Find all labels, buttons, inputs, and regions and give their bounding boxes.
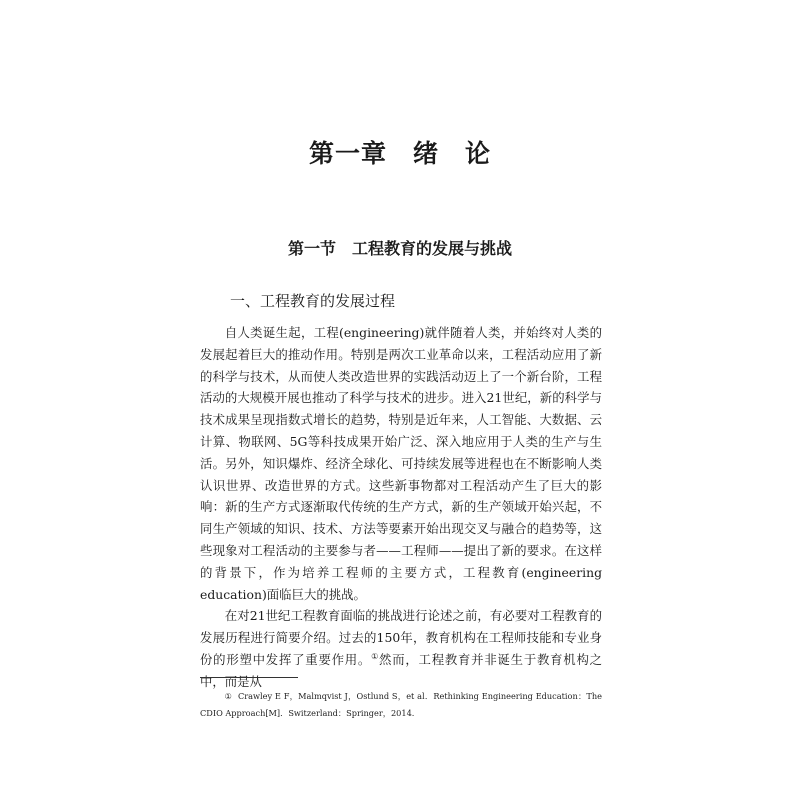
footnote-reference[interactable]: ① bbox=[371, 651, 380, 661]
chapter-title: 第一章 绪 论 bbox=[308, 139, 491, 168]
footnote-marker: ① bbox=[224, 691, 232, 701]
subsection-title: 一、工程教育的发展过程 bbox=[230, 292, 396, 310]
footnote-text: Crawley E F，Malmqvist J，Ostlund S，et al．Rethinking Engineering Education：The CDIO Approach[M]．Switzerland：Springer，2014. bbox=[200, 691, 602, 718]
paragraph: 自人类诞生起，工程(engineering)就伴随着人类，并始终对人类的发展起着巨大的推动作用。特别是两次工业革命以来，工程活动应用了新的科学与技术，从而使人类改造世界的实践活动迈上了一个新台阶，工程活动的大规模开展也推动了科学与技术的进步。进入21世纪，新的科学与技术成果呈现指数式增长的趋势，特别是近年来，人工智能、大数据、云计算、物联网、5G等科技成果开始广泛、深入地应用于人类的生产与生活。另外，知识爆炸、经济全球化、可持续发展等进程也在不断影响人类认识世界、改造世界的方式。这些新事物都对工程活动产生了巨大的影响：新的生产方式逐渐取代传统的生产方式，新的生产领域开始兴起，不同生产领域的知识、技术、方法等要素开始出现交叉与融合的趋势等，这些现象对工程活动的主要参与者——工程师——提出了新的要求。在这样的背景下，作为培养工程师的主要方式，工程教育(engineering education)面临巨大的挑战。 bbox=[200, 325, 602, 602]
paragraph-text: 在对21世纪工程教育面临的挑战进行论述之前，有必要对工程教育的发展历程进行简要介绍。过去的150年，教育机构在工程师技能和专业身份的形塑中发挥了重要作用。 bbox=[200, 608, 602, 667]
body-text bbox=[200, 322, 602, 693]
footnote-divider bbox=[200, 677, 298, 678]
paragraph bbox=[200, 605, 602, 692]
paragraph-text: 然而，工程教育并非诞生于教育机构之中，而是从 bbox=[200, 651, 603, 689]
footnote bbox=[200, 688, 602, 722]
section-title: 第一节 工程教育的发展与挑战 bbox=[287, 239, 512, 258]
